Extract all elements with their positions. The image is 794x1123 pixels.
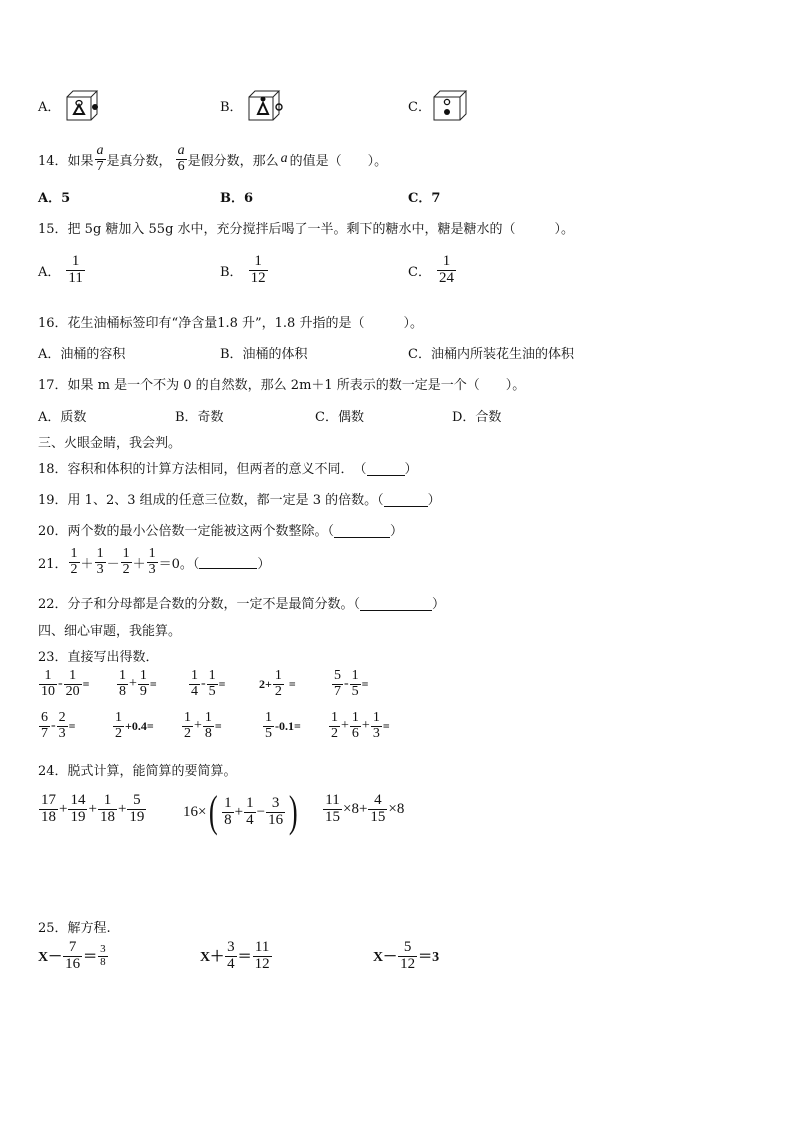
question-23-title: 23．直接写出得数． bbox=[38, 650, 159, 665]
q14-text: 是真分数， bbox=[106, 153, 172, 169]
q14-option-a[interactable]: A．5 bbox=[38, 191, 71, 206]
fraction: $\frac{2}{3}$ bbox=[58, 710, 66, 741]
answer-blank[interactable] bbox=[384, 494, 428, 507]
fraction: $\frac{1}{8}$ bbox=[119, 668, 126, 699]
fraction: $\frac{3}{8}$ bbox=[100, 943, 106, 968]
q13-option-c[interactable] bbox=[408, 96, 431, 115]
question-24-title: 24．脱式计算，能简算的要简算。 bbox=[38, 764, 237, 779]
question-22: 22．分子和分母都是合数的分数，一定不是最简分数。（ ） bbox=[38, 597, 446, 612]
q13-option-a[interactable] bbox=[38, 96, 60, 115]
right-parenthesis: ) bbox=[288, 787, 298, 836]
answer-blank[interactable] bbox=[367, 463, 405, 476]
q15-option-c[interactable] bbox=[408, 254, 457, 287]
fraction: $\frac{6}{7}$ bbox=[41, 710, 48, 741]
fraction: $\frac{1}{2}$ bbox=[274, 668, 282, 699]
fraction: $\frac{3}{16}$ bbox=[268, 794, 284, 828]
expression-2: 16× ( $\frac{1}{8}$ + $\frac{1}{4}$ − $\frac{3}{16}$ ) bbox=[183, 787, 298, 836]
fraction: $\frac{1}{2}$ bbox=[122, 546, 130, 577]
question-21: 21． $\frac{1}{2}$ ＋ $\frac{1}{3}$ － $\frac{1}{2}$ ＋ $\frac{1}{3}$ ＝0。（ ） bbox=[38, 546, 271, 577]
variable-a: a bbox=[280, 151, 288, 167]
calc-item: $\frac{1}{2}$ + $\frac{1}{6}$ + $\frac{1}{3}$ = bbox=[331, 710, 390, 741]
fraction: $\frac{1}{24}$ bbox=[438, 253, 454, 286]
answer-blank[interactable] bbox=[360, 598, 432, 611]
q17-option-b[interactable]: B．奇数 bbox=[175, 410, 224, 425]
fraction: $\frac{1}{9}$ bbox=[139, 668, 147, 699]
q14-text: 是假分数，那么 bbox=[187, 153, 279, 169]
q13-option-b[interactable] bbox=[220, 96, 243, 115]
cube-ring-dot-icon bbox=[433, 90, 469, 122]
fraction: $\frac{1}{5}$ bbox=[208, 668, 216, 699]
q15-option-a[interactable] bbox=[38, 254, 86, 287]
equation-2: X＋ $\frac{3}{4}$ ＝ $\frac{11}{12}$ bbox=[200, 939, 270, 972]
calc-item: 2+ $\frac{1}{2}$ = bbox=[259, 668, 296, 699]
fraction: $\frac{1}{2}$ bbox=[70, 546, 78, 577]
fraction: $\frac{1}{2}$ bbox=[331, 710, 338, 741]
calc-item: $\frac{1}{2}$ + $\frac{1}{8}$ = bbox=[184, 710, 222, 741]
fraction: $\frac{1}{2}$ bbox=[115, 710, 122, 741]
option-letter: A． bbox=[38, 264, 61, 280]
left-parenthesis: ( bbox=[209, 787, 219, 836]
expression-1: $\frac{17}{18}$ + $\frac{14}{19}$ + $\frac{1}{18}$ + $\frac{5}{19}$ bbox=[41, 792, 145, 825]
question-16: 16．花生油桶标签印有“净含量1.8 升”，1.8 升指的是（ ）。 bbox=[38, 316, 423, 331]
question-17: 17．如果 m 是一个不为 0 的自然数，那么 2m＋1 所表示的数一定是一个（ ）。 bbox=[38, 378, 526, 393]
calc-item: $\frac{1}{5}$ -0.1= bbox=[265, 710, 301, 741]
option-letter: A． bbox=[38, 100, 61, 115]
q17-option-c[interactable]: C．偶数 bbox=[315, 410, 364, 425]
option-letter: C． bbox=[408, 100, 431, 115]
q14-text: 14．如果 bbox=[38, 153, 94, 169]
option-letter: C． bbox=[408, 264, 431, 280]
answer-blank[interactable] bbox=[199, 556, 257, 569]
q17-option-d[interactable]: D．合数 bbox=[452, 410, 502, 425]
q16-option-a[interactable]: A．油桶的容积 bbox=[38, 347, 126, 362]
fraction: $\frac{1}{2}$ bbox=[184, 710, 191, 741]
question-25-title: 25．解方程. bbox=[38, 921, 111, 936]
question-15: 15．把 5g 糖加入 55g 水中，充分搅拌后喝了一半。剩下的糖水中，糖是糖水的（ ）。 bbox=[38, 222, 575, 237]
fraction: $\frac{7}{16}$ bbox=[65, 939, 81, 972]
fraction: $\frac{4}{15}$ bbox=[370, 792, 386, 825]
cube-triangle-ring-dot-icon bbox=[248, 90, 286, 122]
cube-triangle-circle-dot-icon bbox=[66, 90, 102, 122]
fraction: $\frac{14}{19}$ bbox=[70, 792, 86, 825]
q16-option-c[interactable]: C．油桶内所装花生油的体积 bbox=[408, 347, 574, 362]
calc-item: $\frac{1}{2}$ +0.4= bbox=[115, 710, 154, 741]
q16-option-b[interactable]: B．油桶的体积 bbox=[220, 347, 308, 362]
section-3-heading: 三、火眼金睛，我会判。 bbox=[38, 436, 182, 451]
section-4-heading: 四、细心审题，我能算。 bbox=[38, 624, 182, 639]
fraction: $\frac{5}{7}$ bbox=[334, 668, 341, 699]
fraction: $\frac{11}{15}$ bbox=[325, 792, 340, 825]
fraction: $\frac{1}{3}$ bbox=[372, 710, 380, 741]
fraction: $\frac{a}{6}$ bbox=[177, 143, 185, 174]
fraction: $\frac{1}{12}$ bbox=[250, 253, 266, 286]
fraction: $\frac{1}{4}$ bbox=[246, 794, 254, 828]
fraction: $\frac{5}{19}$ bbox=[129, 792, 145, 825]
fraction: $\frac{1}{18}$ bbox=[99, 792, 115, 825]
fraction: $\frac{1}{11}$ bbox=[68, 253, 83, 286]
expression-3: $\frac{11}{15}$ ×8+ $\frac{4}{15}$ ×8 bbox=[325, 792, 405, 825]
fraction: $\frac{1}{3}$ bbox=[96, 546, 104, 577]
fraction: $\frac{1}{10}$ bbox=[41, 668, 55, 699]
fraction: $\frac{5}{12}$ bbox=[400, 939, 416, 972]
option-letter: B． bbox=[220, 100, 243, 115]
calc-item: $\frac{1}{10}$ - $\frac{1}{20}$ = bbox=[41, 668, 90, 699]
fraction: $\frac{1}{8}$ bbox=[204, 710, 212, 741]
calc-item: $\frac{6}{7}$ - $\frac{2}{3}$ = bbox=[41, 710, 76, 741]
fraction: $\frac{3}{4}$ bbox=[227, 939, 235, 972]
q17-option-a[interactable]: A．质数 bbox=[38, 410, 87, 425]
fraction: $\frac{1}{6}$ bbox=[351, 710, 359, 741]
fraction: $\frac{1}{8}$ bbox=[224, 794, 232, 828]
fraction: $\frac{17}{18}$ bbox=[41, 792, 56, 825]
q14-option-c[interactable]: C．7 bbox=[408, 191, 441, 206]
q15-option-b[interactable] bbox=[220, 254, 269, 287]
equation-1: X－ $\frac{7}{16}$ ＝ $\frac{3}{8}$ bbox=[38, 939, 106, 972]
question-18: 18．容积和体积的计算方法相同，但两者的意义不同． （ ） bbox=[38, 462, 418, 477]
fraction: $\frac{11}{12}$ bbox=[254, 939, 270, 972]
question-19: 19．用 1、2、3 组成的任意三位数，都一定是 3 的倍数。（ ） bbox=[38, 493, 441, 508]
fraction: $\frac{1}{5}$ bbox=[351, 668, 359, 699]
q14-text: 的值是（ ）。 bbox=[289, 153, 388, 169]
fraction: $\frac{1}{20}$ bbox=[65, 668, 80, 699]
option-letter: B． bbox=[220, 264, 243, 280]
answer-blank[interactable] bbox=[334, 525, 390, 538]
fraction: $\frac{1}{3}$ bbox=[148, 546, 156, 577]
question-14 bbox=[38, 144, 387, 174]
calc-item: $\frac{1}{4}$ - $\frac{1}{5}$ = bbox=[191, 668, 226, 699]
q14-option-b[interactable]: B．6 bbox=[220, 191, 254, 206]
calc-item: $\frac{5}{7}$ - $\frac{1}{5}$ = bbox=[334, 668, 369, 699]
fraction: $\frac{1}{5}$ bbox=[265, 710, 272, 741]
equation-3: X－ $\frac{5}{12}$ ＝3 bbox=[373, 939, 440, 972]
fraction: $\frac{1}{4}$ bbox=[191, 668, 198, 699]
question-20: 20．两个数的最小公倍数一定能被这两个数整除。（ ） bbox=[38, 524, 404, 539]
fraction: $\frac{a}{7}$ bbox=[96, 143, 104, 174]
calc-item: $\frac{1}{8}$ + $\frac{1}{9}$ = bbox=[119, 668, 157, 699]
